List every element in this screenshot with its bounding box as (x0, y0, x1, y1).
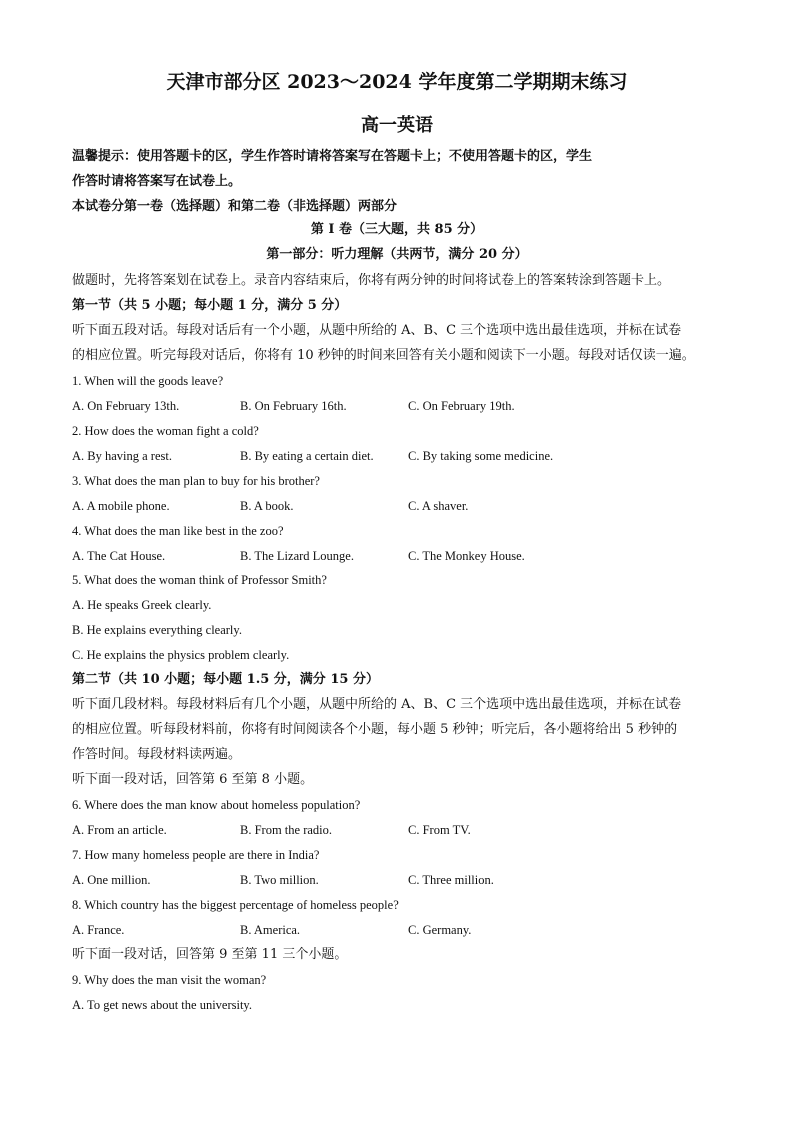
question-8: 8. Which country has the biggest percentage of homeless people? (72, 898, 399, 912)
section1-instruction-1: 听下面五段对话。每段对话后有一个小题，从题中所给的 A、B、C 三个选项中选出最佳选项，并标在试卷 (72, 323, 682, 338)
q6-option-a: A. From an article. (72, 823, 167, 837)
question-5: 5. What does the woman think of Professor Smith? (72, 573, 327, 587)
q5-option-b: B. He explains everything clearly. (72, 623, 242, 637)
q8-option-b: B. America. (240, 923, 301, 937)
question-4: 4. What does the man like best in the zoo? (72, 524, 284, 538)
group-2-instruction: 听下面一段对话，回答第 9 至第 11 三个小题。 (72, 947, 348, 962)
exam-title: 天津市部分区 2023～2024 学年度第二学期期末练习 (166, 71, 628, 93)
q7-option-c: C. Three million. (408, 873, 494, 887)
part-instruction: 做题时，先将答案划在试卷上。录音内容结束后，你将有两分钟的时间将试卷上的答案转涂到答题卡上。 (72, 273, 671, 288)
section2-instruction-1: 听下面几段材料。每段材料后有几个小题，从题中所给的 A、B、C 三个选项中选出最佳选项，并标在试卷 (72, 697, 682, 712)
q4-option-a: A. The Cat House. (72, 549, 166, 563)
question-9: 9. Why does the man visit the woman? (72, 973, 267, 987)
question-2: 2. How does the woman fight a cold? (72, 424, 259, 438)
q5-option-a: A. He speaks Greek clearly. (72, 598, 212, 612)
paper-structure: 本试卷分第一卷（选择题）和第二卷（非选择题）两部分 (72, 199, 398, 214)
q3-option-a: A. A mobile phone. (72, 499, 170, 513)
q3-option-b: B. A book. (240, 499, 294, 513)
q3-option-c: C. A shaver. (408, 499, 469, 513)
q6-option-c: C. From TV. (408, 823, 471, 837)
section2-title: 第二节（共 10 小题；每小题 1.5 分，满分 15 分） (72, 672, 379, 687)
section1-title: 第一节（共 5 小题；每小题 1 分，满分 5 分） (72, 298, 348, 313)
q1-option-b: B. On February 16th. (240, 399, 347, 413)
question-7: 7. How many homeless people are there in India? (72, 848, 320, 862)
notice-line-2: 作答时请将答案写在试卷上。 (72, 174, 242, 189)
q5-option-c: C. He explains the physics problem clearly. (72, 648, 290, 662)
q8-option-a: A. France. (72, 923, 125, 937)
q4-option-b: B. The Lizard Lounge. (240, 549, 354, 563)
q2-option-c: C. By taking some medicine. (408, 449, 554, 463)
section2-instruction-3: 作答时间。每段材料读两遍。 (72, 747, 242, 762)
question-6: 6. Where does the man know about homeless population? (72, 798, 361, 812)
group-1-instruction: 听下面一段对话，回答第 6 至第 8 小题。 (72, 772, 314, 787)
q2-option-a: A. By having a rest. (72, 449, 172, 463)
volume-heading: 第 I 卷（三大题，共 85 分） (310, 222, 484, 237)
section1-instruction-2: 的相应位置。听完每段对话后，你将有 10 秒钟的时间来回答有关小题和阅读下一小题。每段对话仅读一遍。 (72, 348, 695, 363)
q6-option-b: B. From the radio. (240, 823, 333, 837)
question-1: 1. When will the goods leave? (72, 374, 224, 388)
q1-option-c: C. On February 19th. (408, 399, 515, 413)
q1-option-a: A. On February 13th. (72, 399, 180, 413)
q7-option-a: A. One million. (72, 873, 151, 887)
section2-instruction-2: 的相应位置。听每段材料前，你将有时间阅读各个小题，每小题 5 秒钟；听完后，各小题将给出 5 秒钟的 (72, 722, 678, 737)
q9-option-a: A. To get news about the university. (72, 998, 252, 1012)
question-3: 3. What does the man plan to buy for his brother? (72, 474, 320, 488)
notice-line-1: 温馨提示：使用答题卡的区，学生作答时请将答案写在答题卡上；不使用答题卡的区，学生 (72, 149, 593, 164)
exam-subject: 高一英语 (361, 115, 433, 136)
part-heading: 第一部分：听力理解（共两节，满分 20 分） (266, 247, 528, 262)
q2-option-b: B. By eating a certain diet. (240, 449, 374, 463)
q4-option-c: C. The Monkey House. (408, 549, 525, 563)
q8-option-c: C. Germany. (408, 923, 472, 937)
q7-option-b: B. Two million. (240, 873, 319, 887)
